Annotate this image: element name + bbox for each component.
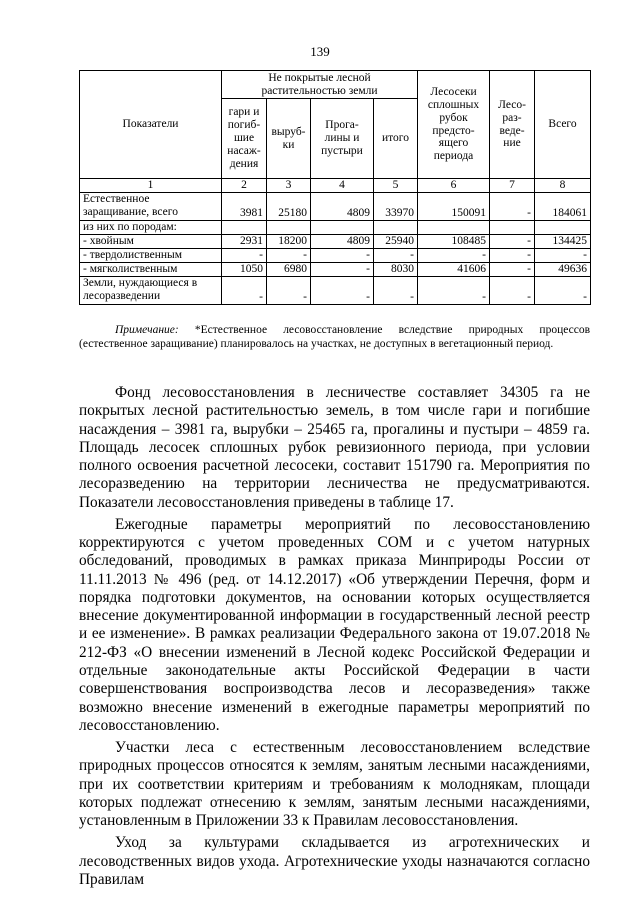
header-afforestation: Лесо-раз-веде-ние: [490, 71, 535, 179]
table-cell: 49636: [535, 262, 591, 276]
table-cell: -: [374, 248, 418, 262]
column-numbers-row: [80, 179, 591, 193]
table-cell: 1050: [222, 262, 267, 276]
table-cell: 2931: [222, 234, 267, 248]
table-body: [80, 192, 591, 304]
table-cell: -: [267, 248, 311, 262]
header-burns: гари и погиб-шие насаж-дения: [222, 99, 267, 179]
column-number: 1: [80, 179, 222, 193]
table-cell: -: [267, 276, 311, 304]
table-cell: [311, 220, 374, 234]
table-cell: -: [490, 192, 535, 220]
table-cell: -: [490, 248, 535, 262]
page-number: 139: [310, 44, 330, 59]
table-cell: -: [418, 248, 490, 262]
table-cell: [418, 220, 490, 234]
table-note: [79, 324, 590, 352]
table-cell: 150091: [418, 192, 490, 220]
table-cell: -: [490, 234, 535, 248]
table-cell: 134425: [535, 234, 591, 248]
table-cell: 4809: [311, 234, 374, 248]
header-subtotal: итого: [374, 99, 418, 179]
body-text: [79, 384, 590, 893]
row-label: из них по породам:: [80, 220, 222, 234]
table-row: [80, 248, 591, 262]
table-row: [80, 234, 591, 248]
table-cell: -: [490, 262, 535, 276]
row-label: Земли, нуждающиеся в лесоразведении: [80, 276, 222, 304]
table-cell: 18200: [267, 234, 311, 248]
table-row: [80, 262, 591, 276]
table-cell: -: [311, 248, 374, 262]
header-clearcuts: выруб-ки: [267, 99, 311, 179]
row-label: Естественное заращивание, всего: [80, 192, 222, 220]
header-uncovered-lands: Не покрытые лесной растительностью земли: [222, 71, 418, 99]
note-text: *Естественное лесовосстановление вследствие природных процессов (естественное заращивание) планировалось на участках, не доступных в вегетационный период.: [79, 324, 590, 350]
column-number: 6: [418, 179, 490, 193]
table-row: [80, 276, 591, 304]
table-cell: -: [490, 276, 535, 304]
table-cell: 108485: [418, 234, 490, 248]
paragraph: Уход за культурами складывается из агротехнических и лесоводственных видов ухода. Агротехнические уходы назначаются согласно Правилам: [79, 834, 590, 888]
column-number: 2: [222, 179, 267, 193]
table-cell: 4809: [311, 192, 374, 220]
row-label: - хвойным: [80, 234, 222, 248]
header-indicators: Показатели: [80, 71, 222, 179]
table-cell: -: [222, 248, 267, 262]
table-cell: [535, 220, 591, 234]
table-row: [80, 192, 591, 220]
column-number: 8: [535, 179, 591, 193]
paragraph: Ежегодные параметры мероприятий по лесовосстановлению корректируются с учетом проведенных СОМ и с учетом натурных обследований, проводимых в рамках приказа Минприроды России от 11.11.2013 № 496 (ред. от 14.12.2017) «Об утверждении Перечня, форм и порядка подготовки документов, на основании которых осуществляется внесение документированной информации в государственный лесной реестр и ее изменение». В рамках реализации Федерального закона от 19.07.2018 № 212-ФЗ «О внесении изменений в Лесной кодекс Российской Федерации и отдельные законодательные акты Российской Федерации в части совершенствования воспроизводства лесов и лесоразведения» также возможно внесение изменений в ежегодные параметры мероприятий по лесовосстановлению.: [79, 515, 590, 734]
table-cell: [222, 220, 267, 234]
table-cell: 25940: [374, 234, 418, 248]
table-cell: [490, 220, 535, 234]
table-cell: -: [535, 276, 591, 304]
table-cell: 3981: [222, 192, 267, 220]
table-cell: [374, 220, 418, 234]
row-label: - твердолиственным: [80, 248, 222, 262]
paragraph: Фонд лесовосстановления в лесничестве составляет 34305 га не покрытых лесной растительностью земель, в том числе гари и погибшие насаждения – 3981 га, вырубки – 25465 га, прогалины и пустыри – 4859 га. Площадь лесосек сплошных рубок ревизионного периода, при условии полного освоения расчетной лесосеки, составит 151790 га. Мероприятия по лесоразведению на территории лесничества не предусматриваются. Показатели лесовосстановления приведены в таблице 17.: [79, 384, 590, 511]
table-cell: -: [311, 262, 374, 276]
table-cell: -: [535, 248, 591, 262]
column-number: 7: [490, 179, 535, 193]
table-cell: 33970: [374, 192, 418, 220]
header-total: Всего: [535, 71, 591, 179]
table-cell: -: [374, 276, 418, 304]
column-number: 5: [374, 179, 418, 193]
table-cell: 41606: [418, 262, 490, 276]
note-label: Примечание:: [115, 324, 179, 336]
table-cell: -: [418, 276, 490, 304]
header-clearcut-plots: Лесосеки сплошных рубок предсто-ящего периода: [418, 71, 490, 179]
header-glades: Прога-лины и пустыри: [311, 99, 374, 179]
table-cell: 6980: [267, 262, 311, 276]
table-cell: 25180: [267, 192, 311, 220]
table-row: [80, 220, 591, 234]
reforestation-table: [79, 70, 591, 305]
table-cell: 8030: [374, 262, 418, 276]
column-number: 4: [311, 179, 374, 193]
table-cell: -: [311, 276, 374, 304]
paragraph: Участки леса с естественным лесовосстановлением вследствие природных процессов относятся к землям, занятым лесными насаждениями, при их соответствии критериям и требованиям к молоднякам, площади которых подлежат отнесению к землям, занятым лесными насаждениями, установленным в Приложении 33 к Правилам лесовосстановления.: [79, 739, 590, 830]
table-cell: [267, 220, 311, 234]
row-label: - мягколиственным: [80, 262, 222, 276]
column-number: 3: [267, 179, 311, 193]
table-cell: 184061: [535, 192, 591, 220]
table-cell: -: [222, 276, 267, 304]
